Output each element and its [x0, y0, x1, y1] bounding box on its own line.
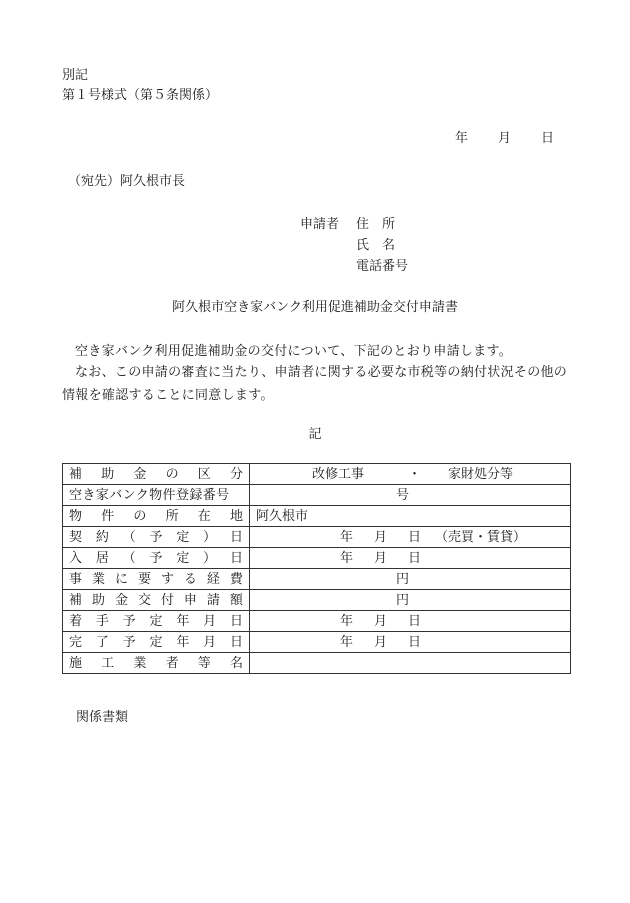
date-year: 年 — [340, 634, 354, 650]
name-label: 氏 名 — [356, 238, 396, 253]
contract-type-note: （売買・賃貸） — [435, 529, 527, 545]
appendix-label: 別記 — [62, 68, 89, 83]
unit-go: 号 — [396, 487, 410, 503]
start-date-value[interactable] — [250, 611, 571, 632]
body-paragraph-1: 空き家バンク利用促進補助金の交付について、下記のとおり申請します。 — [75, 344, 513, 359]
date-year: 年 — [455, 131, 469, 146]
table-row — [63, 464, 571, 485]
row-label-completion-date: 完 了 予 定 年 月 日 — [63, 632, 250, 653]
completion-date-value[interactable] — [250, 632, 571, 653]
ki-label: 記 — [308, 427, 322, 442]
option-separator: ・ — [408, 466, 422, 482]
related-documents-label: 関係書類 — [76, 710, 129, 725]
contractor-name-value[interactable] — [250, 653, 571, 674]
date-month: 月 — [374, 550, 388, 566]
date-month: 月 — [374, 634, 388, 650]
phone-label: 電話番号 — [356, 259, 409, 274]
applicant-role: 申請者 — [300, 217, 340, 232]
table-row — [63, 527, 571, 548]
body-paragraph-2: なお、この申請の審査に当たり、申請者に関する必要な市税等の納付状況その他の情報を確認することに同意します。 — [62, 365, 568, 403]
row-label-contractor-name: 施 工 業 者 等 名 — [63, 653, 250, 674]
registration-number-value[interactable] — [250, 485, 571, 506]
addressee: （宛先）阿久根市長 — [68, 174, 186, 189]
table-row — [63, 653, 571, 674]
row-label-location: 物 件 の 所 在 地 — [63, 506, 250, 527]
address-label: 住 所 — [356, 217, 396, 232]
row-label-subsidy-type — [63, 464, 250, 485]
project-cost-value[interactable] — [250, 569, 571, 590]
row-label-requested-amount: 補 助 金 交 付 申 請 額 — [63, 590, 250, 611]
table-row — [63, 548, 571, 569]
date-day: 日 — [541, 131, 555, 146]
row-label-project-cost: 事 業 に 要 す る 経 費 — [63, 569, 250, 590]
row-label-contract-date: 契 約 （ 予 定 ） 日 — [63, 527, 250, 548]
table-row — [63, 485, 571, 506]
table-row — [63, 569, 571, 590]
row-label-registration-number: 空き家バンク物件登録番号 — [63, 485, 250, 506]
date-day: 日 — [408, 550, 422, 566]
table-row — [63, 611, 571, 632]
applicant-name-row — [356, 239, 395, 252]
location-value[interactable]: 阿久根市 — [250, 506, 571, 527]
date-day: 日 — [408, 529, 422, 545]
date-month: 月 — [498, 131, 512, 146]
date-line — [455, 132, 554, 145]
unit-yen: 円 — [396, 571, 410, 587]
table-row — [63, 506, 571, 527]
table-row — [63, 632, 571, 653]
move-in-date-value[interactable] — [250, 548, 571, 569]
row-label-move-in-date: 入 居 （ 予 定 ） 日 — [63, 548, 250, 569]
unit-yen: 円 — [396, 592, 410, 608]
document-title: 阿久根市空き家バンク利用促進補助金交付申請書 — [172, 300, 458, 315]
date-month: 月 — [374, 529, 388, 545]
applicant-address-row — [300, 218, 395, 231]
applicant-phone-row — [356, 260, 408, 273]
form-number: 第１号様式（第５条関係） — [62, 88, 219, 103]
option-household-disposal: 家財処分等 — [448, 466, 514, 482]
date-year: 年 — [340, 529, 354, 545]
date-year: 年 — [340, 550, 354, 566]
date-day: 日 — [408, 634, 422, 650]
row-label-start-date: 着 手 予 定 年 月 日 — [63, 611, 250, 632]
requested-amount-value[interactable] — [250, 590, 571, 611]
date-year: 年 — [340, 613, 354, 629]
contract-date-value[interactable] — [250, 527, 571, 548]
option-renovation: 改修工事 — [312, 466, 365, 482]
date-month: 月 — [374, 613, 388, 629]
date-day: 日 — [408, 613, 422, 629]
table-row — [63, 590, 571, 611]
subsidy-type-label: 補 助 金 の 区 分 — [69, 466, 243, 482]
application-table — [62, 463, 571, 674]
subsidy-type-value[interactable] — [250, 464, 571, 485]
